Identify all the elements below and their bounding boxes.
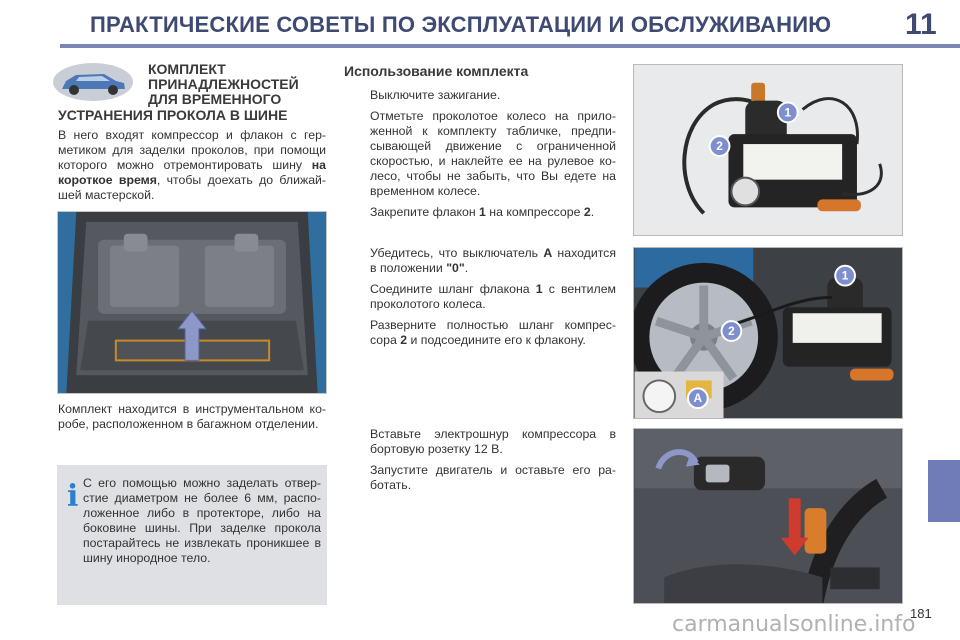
steps-list xyxy=(346,246,616,354)
bold-text: 1 xyxy=(535,282,543,296)
car-icon xyxy=(52,62,134,102)
step-text: Выключите зажигание. xyxy=(370,88,501,102)
page-number: 181 xyxy=(910,606,932,621)
callout-label: A xyxy=(693,391,703,406)
bold-text: A xyxy=(543,246,553,260)
step-text: Запустите двигатель и оставьте его ра-ботать. xyxy=(370,463,616,492)
step-text: находится в положении xyxy=(370,246,616,275)
step-text: на компрессоре xyxy=(485,205,584,219)
callout-label: 1 xyxy=(841,268,849,283)
text-span: В него входят компрессор и флакон с гер-метиком для заделки проколов, при помощи которого можно отремонтировать шину xyxy=(58,128,326,172)
step-text: Разверните полностью шланг компрес-сора xyxy=(370,318,616,347)
step-item xyxy=(346,205,616,220)
kit-title-line: КОМПЛЕКТ xyxy=(148,61,226,77)
bold-text: 2 xyxy=(583,205,591,219)
step-item xyxy=(346,109,616,199)
steps-list xyxy=(346,427,616,499)
callout-label: 2 xyxy=(716,139,723,153)
step-text: Отметьте проколотое колесо на прило-женной к комплекту табличке, предпи-сывающей движение с ограниченной скоростью, и наклейте ее на рулевое ко-лесо, чтобы не забыть, что Вы едете на временном колесе. xyxy=(370,109,616,198)
bold-text: на короткое время xyxy=(58,158,326,187)
trunk-illustration xyxy=(57,211,327,394)
kit-intro-paragraph xyxy=(58,128,326,203)
step-text: с вентилем проколотого колеса. xyxy=(370,282,616,311)
step-text: . xyxy=(464,261,469,275)
bold-text: 2 xyxy=(400,333,408,347)
step-item xyxy=(346,88,616,103)
compressor-kit-illustration xyxy=(633,64,903,236)
page-header-title: ПРАКТИЧЕСКИЕ СОВЕТЫ ПО ЭКСПЛУАТАЦИИ И ОБСЛУЖИВАНИЮ xyxy=(90,12,832,37)
step-text: Закрепите флакон xyxy=(370,205,480,219)
info-box xyxy=(57,465,327,605)
callout-label: 2 xyxy=(728,323,735,338)
step-item xyxy=(346,427,616,457)
step-item xyxy=(346,318,616,348)
bold-text: "0" xyxy=(446,261,465,275)
kit-title-line: ПРИНАДЛЕЖНОСТЕЙ xyxy=(148,76,299,92)
step-item xyxy=(346,463,616,493)
header-rule xyxy=(60,44,960,48)
usage-section-title: Использование комплекта xyxy=(344,63,529,79)
bold-text: 1 xyxy=(479,205,486,219)
kit-location-paragraph: Комплект находится в инструментальном ко-робе, расположенном в багажном отделении. xyxy=(58,402,326,431)
info-icon: i xyxy=(67,479,79,514)
step-item xyxy=(346,246,616,276)
step-text: Вставьте электрошнур компрессора в бортовую розетку 12 В. xyxy=(370,427,616,456)
wheel-connection-illustration xyxy=(633,247,903,419)
text-span: , чтобы доехать до ближай-шей мастерской. xyxy=(58,173,326,202)
steps-list xyxy=(346,88,616,226)
step-text: . xyxy=(590,205,595,219)
callout-label: 1 xyxy=(784,105,792,120)
kit-section-title xyxy=(148,62,328,107)
kit-title-line: ДЛЯ ВРЕМЕННОГО xyxy=(148,91,282,107)
chapter-number: 11 xyxy=(905,8,937,41)
step-text: Убедитесь, что выключатель xyxy=(370,246,544,260)
step-text: Соедините шланг флакона xyxy=(370,282,536,296)
watermark-text: carmanualsonline.info xyxy=(672,612,916,637)
kit-title-line: УСТРАНЕНИЯ ПРОКОЛА В ШИНЕ xyxy=(58,107,288,123)
info-text: С его помощью можно заделать отвер-стие диаметром не более 6 мм, распо-ложенное либо в протекторе, либо на боковине шины. При заделке прокола постарайтесь не извлекать проникшее в шину инородное тело. xyxy=(83,476,321,565)
step-text: и подсоедините его к флакону. xyxy=(407,333,586,347)
chapter-tab xyxy=(928,460,960,522)
step-item xyxy=(346,282,616,312)
ignition-socket-illustration xyxy=(633,428,903,604)
